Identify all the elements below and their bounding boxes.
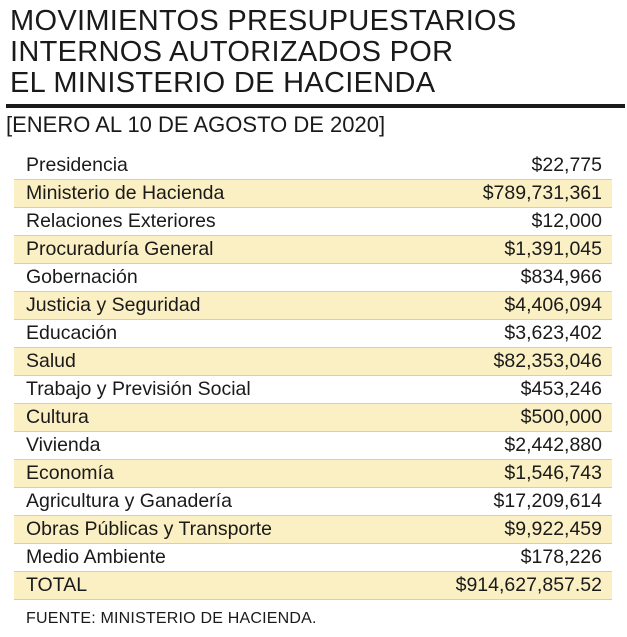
table-row — [14, 264, 612, 292]
row-label: Cultura — [26, 406, 89, 428]
row-label: Trabajo y Previsión Social — [26, 378, 251, 400]
table-row — [14, 320, 612, 348]
row-value: $789,731,361 — [482, 182, 602, 204]
row-label: Agricultura y Ganadería — [26, 490, 232, 512]
total-row — [14, 572, 612, 600]
row-value: $17,209,614 — [493, 490, 602, 512]
row-label: Presidencia — [26, 154, 128, 176]
row-value: $82,353,046 — [493, 350, 602, 372]
table-row — [14, 292, 612, 320]
row-label: Salud — [26, 350, 76, 372]
budget-table — [14, 152, 612, 600]
row-value: $1,391,045 — [504, 238, 602, 260]
row-label: Relaciones Exteriores — [26, 210, 216, 232]
table-row — [14, 208, 612, 236]
table-row — [14, 516, 612, 544]
row-value: $178,226 — [520, 546, 602, 568]
table-row — [14, 460, 612, 488]
row-value: $3,623,402 — [504, 322, 602, 344]
row-label: Educación — [26, 322, 118, 344]
row-label: Gobernación — [26, 266, 138, 288]
row-value: $1,546,743 — [504, 462, 602, 484]
row-label: Justicia y Seguridad — [26, 294, 201, 316]
row-value: $4,406,094 — [504, 294, 602, 316]
title-line-1: MOVIMIENTOS PRESUPUESTARIOS — [10, 5, 517, 37]
row-label: Procuraduría General — [26, 238, 214, 260]
total-label: TOTAL — [26, 574, 88, 596]
row-label: Obras Públicas y Transporte — [26, 518, 273, 540]
row-value: $22,775 — [531, 154, 602, 176]
table-row — [14, 432, 612, 460]
row-label: Ministerio de Hacienda — [26, 182, 225, 204]
row-label: Medio Ambiente — [26, 546, 166, 568]
row-value: $2,442,880 — [504, 434, 602, 456]
row-value: $12,000 — [531, 210, 602, 232]
row-value: $9,922,459 — [504, 518, 602, 540]
chart-subtitle: [ENERO AL 10 DE AGOSTO DE 2020] — [6, 112, 386, 137]
row-value: $500,000 — [520, 406, 602, 428]
total-value: $914,627,857.52 — [455, 574, 602, 596]
row-value: $834,966 — [520, 266, 602, 288]
table-row — [14, 488, 612, 516]
row-value: $453,246 — [520, 378, 602, 400]
title-line-3: EL MINISTERIO DE HACIENDA — [10, 67, 436, 99]
table-row — [14, 348, 612, 376]
table-row — [14, 404, 612, 432]
row-label: Vivienda — [26, 434, 101, 456]
table-row — [14, 544, 612, 572]
source-note: FUENTE: MINISTERIO DE HACIENDA. — [26, 610, 317, 627]
title-line-2: INTERNOS AUTORIZADOS POR — [10, 36, 454, 68]
title-divider — [6, 104, 625, 108]
row-label: Economía — [26, 462, 114, 484]
table-row — [14, 236, 612, 264]
chart-title — [10, 6, 517, 99]
table-row — [14, 152, 612, 180]
table-row — [14, 180, 612, 208]
table-row — [14, 376, 612, 404]
